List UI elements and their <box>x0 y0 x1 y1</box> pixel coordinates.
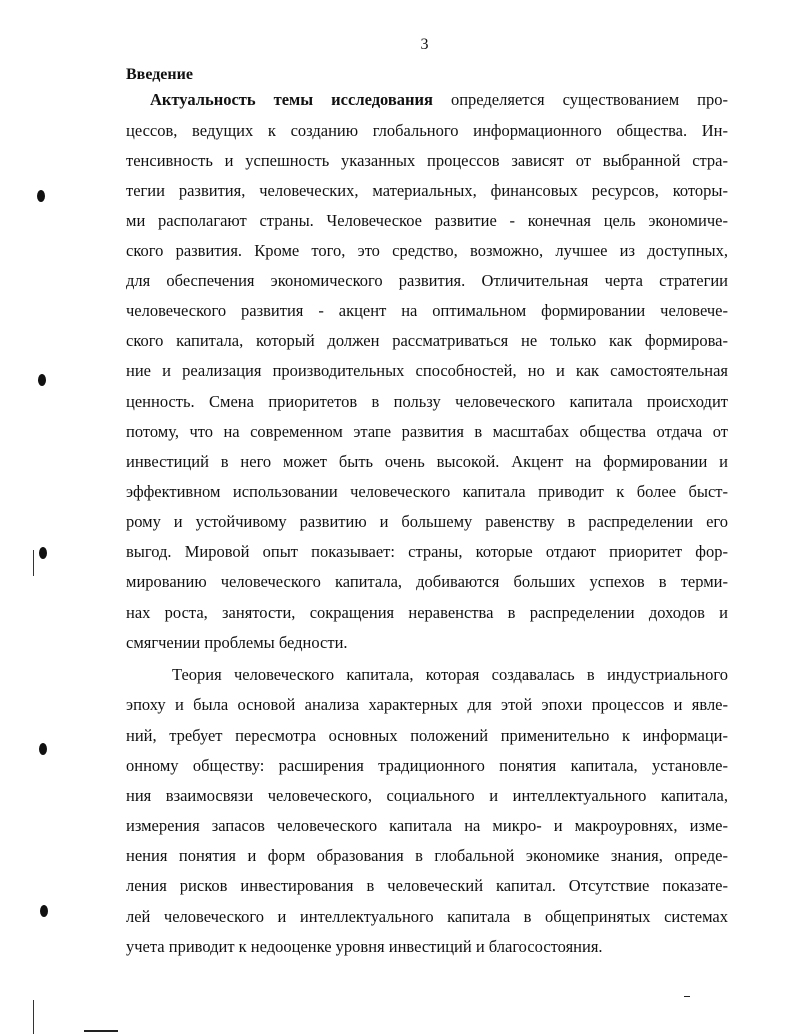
paragraph-1-line: ского развития. Кроме того, это средство, возможно, лучшее из доступных, <box>126 241 728 260</box>
paragraph-1-line: тенсивность и успешность указанных процессов зависят от выбранной стра- <box>126 151 728 170</box>
paragraph-1-line: инвестиций в него может быть очень высокой. Акцент на формировании и <box>126 452 728 471</box>
paragraph-1-line: ми располагают страны. Человеческое развитие - конечная цель экономиче- <box>126 211 728 230</box>
paragraph-2-line: ния взаимосвязи человеческого, социального и интеллектуального капитала, <box>126 786 728 805</box>
paragraph-1-line: ского капитала, который должен рассматриваться не только как формирова- <box>126 331 728 350</box>
paragraph-2-line: онному обществу: расширения традиционного понятия капитала, установле- <box>126 756 728 775</box>
paragraph-2-line: ления рисков инвестирования в человеческий капитал. Отсутствие показате- <box>126 876 728 895</box>
margin-tick <box>33 550 34 576</box>
paragraph-2-line: лей человеческого и интеллектуального капитала в общепринятых системах <box>126 907 728 926</box>
binding-hole-mark <box>40 905 48 917</box>
paragraph-1-line: для обеспечения экономического развития. Отличительная черта стратегии <box>126 271 728 290</box>
paragraph-1-line: нах роста, занятости, сокращения неравенства в распределении доходов и <box>126 603 728 622</box>
paragraph-2-line: Теория человеческого капитала, которая создавалась в индустриального <box>172 665 728 684</box>
binding-hole-mark <box>39 547 47 559</box>
paragraph-2-line: измерения запасов человеческого капитала на микро- и макроуровнях, изме- <box>126 816 728 835</box>
edge-mark <box>84 1030 118 1032</box>
binding-hole-mark <box>39 743 47 755</box>
paragraph-1-line: эффективном использовании человеческого капитала приводит к более быст- <box>126 482 728 501</box>
paragraph-1-line-1 <box>150 90 728 110</box>
paragraph-1-line: человеческого развития - акцент на оптимальном формировании человече- <box>126 301 728 320</box>
paragraph-2-line: учета приводит к недооценке уровня инвестиций и благосостояния. <box>126 937 603 956</box>
paragraph-1-line: цессов, ведущих к созданию глобального информационного общества. Ин- <box>126 121 728 140</box>
paragraph-1-line: ние и реализация производительных способностей, но и как самостоятельная <box>126 361 728 380</box>
page-number: 3 <box>420 36 429 53</box>
lead-rest-text: определяется существованием про- <box>432 90 729 109</box>
paragraph-2-line: ний, требует пересмотра основных положений применительно к информаци- <box>126 726 728 745</box>
paragraph-1-line: выгод. Мировой опыт показывает: страны, которые отдают приоритет фор- <box>126 542 728 561</box>
binding-hole-mark <box>38 374 46 386</box>
paragraph-1-line: рому и устойчивому развитию и большему равенству в распределении его <box>126 512 728 531</box>
speck-mark <box>684 996 690 997</box>
paragraph-1-line: тегии развития, человеческих, материальных, финансовых ресурсов, которы- <box>126 181 728 200</box>
lead-bold-text: Актуальность темы исследования <box>150 90 433 109</box>
binding-hole-mark <box>37 190 45 202</box>
margin-tick <box>33 1000 34 1034</box>
paragraph-1-line: ценность. Смена приоритетов в пользу человеческого капитала происходит <box>126 392 728 411</box>
paragraph-2-line: нения понятия и форм образования в глобальной экономике знания, опреде- <box>126 846 728 865</box>
paragraph-1-line: потому, что на современном этапе развития в масштабах общества отдача от <box>126 422 728 441</box>
paragraph-1-line: смягчении проблемы бедности. <box>126 633 348 652</box>
paragraph-1-line: мированию человеческого капитала, добиваются больших успехов в терми- <box>126 572 728 591</box>
paragraph-2-line: эпоху и была основой анализа характерных для этой эпохи процессов и явле- <box>126 695 728 714</box>
section-heading: Введение <box>126 66 193 83</box>
